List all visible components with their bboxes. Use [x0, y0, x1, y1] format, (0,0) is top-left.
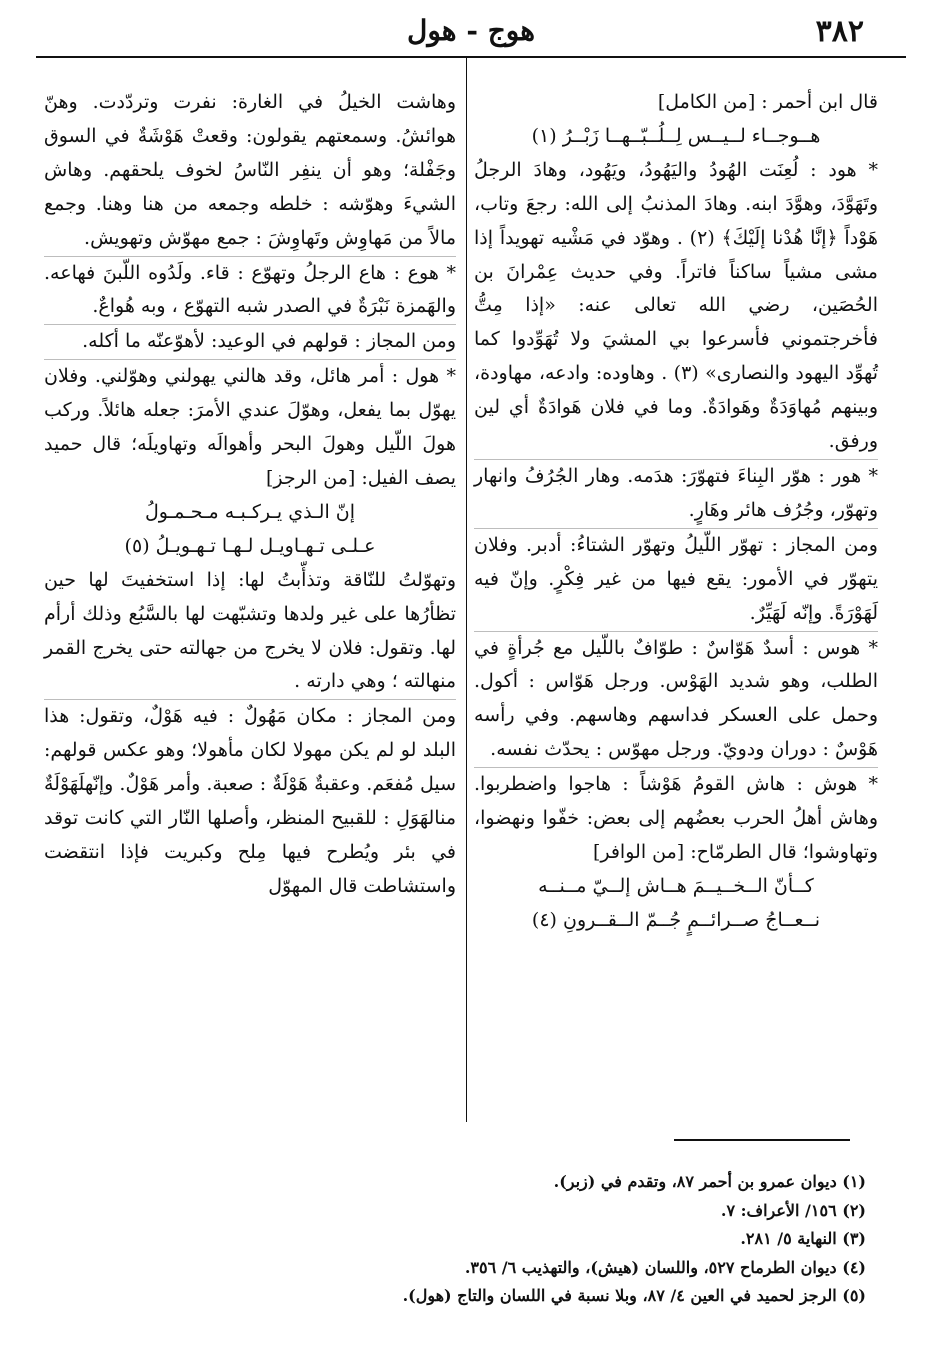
entry-hwa-majaz: ومن المجاز : قولهم في الوعيد: لأهوّعنّه ما أكله. [44, 324, 456, 359]
footnote: (٢) ١٥٦/ الأعراف: ٧. [720, 1200, 866, 1220]
verse-line: كــأنّ الــخــيــمَ هــاش إلــيّ مــنــه [538, 874, 814, 897]
footnote: (٥) الرجز لحميد في العين ٤/ ٨٧، وبلا نسبة في اللسان والتاج (هول). [402, 1286, 866, 1305]
left-column [44, 86, 456, 904]
verse-line: هــوجــاء لــيــس لِــلُــبّــهــا زَبْــرُ (١) [531, 124, 821, 147]
column-divider [466, 58, 467, 1122]
verse-line: نــعــاجُ صــرائــمٍ جُــمّ الــقــرونِ (٤) [531, 908, 821, 931]
footnote: (٣) النهاية ٥/ ٢٨١. [740, 1229, 866, 1248]
footnote: (١) ديوان عمرو بن أحمر ٨٧، وتقدم في (زبر). [553, 1172, 866, 1191]
entry-hwr: * هور : هوّر البِناءَ فتهوّرَ: هدَمه. وهار الجُرُفُ وانهار وتهوّر، وجُرُف هائر وهَارٍ. [474, 459, 878, 528]
page-header [36, 10, 906, 52]
entry-hwr-majaz: ومن المجاز : تهوّر اللّيلُ وتهوّر الشتاءُ: أدبر. وفلان يتهوّر في الأمور: يقع فيها من غير فِكْرٍ. وإنّ فيه لَهَوْرَةً. وإنّه لَهَيِّرٌ. [474, 528, 878, 631]
entry-hwl-majaz: ومن المجاز : مكان مَهُولٌ : فيه هَوْلٌ، وتقول: هذا البلد لو لم يكن مهولا لكان مأهولا؛ وهو عكس قولهم: سيل مُفعَم. وعقبةٌ هَوْلَةٌ : صعبة. وأمر هَوْلٌ. وإنّهلَهَوْلَةٌ منالهَوَلِ : للقبيح المنظر، وأصلها النّار التي كانت توقد في بئر ويُطرح فيها مِلح وكبريت فإذا انتقضت واستشاطت قال المهوّل [44, 699, 456, 903]
verse-line: إنّ الـذي يـركـبـه مـحـمـولُ [144, 500, 355, 523]
entry-hwl: * هول : أمر هائل، وقد هالني يهولني وهوّلني. وفلان يهوّل بما يفعل، وهوّلَ عندي الأمرَ: جعله هائلاً. وركب هولَ اللّيل وهولَ البحر وأهوالَه وتهاويلَه؛ قال حميد يصف الفيل: [من الرجز] [44, 359, 456, 496]
verse-line: عـلـى تـهـاويـل لـهـا تـهـويـلُ (٥) [124, 534, 376, 557]
entry-hwsh: * هوش : هاش القومُ هَوْشاً : هاجوا واضطربوا. وهاش أهلُ الحرب بعضُهم إلى بعض: خفّوا ونهضوا، وتهاوشوا؛ قال الطرمّاح: [من الوافر] [474, 767, 878, 870]
right-column [474, 86, 878, 938]
footnote: (٤) ديوان الطرماح ٥٢٧، واللسان (هيش)، والتهذيب ٦/ ٣٥٦. [464, 1257, 866, 1277]
entry-hws: * هوس : أسدٌ هَوّاسٌ : طوّافٌ باللّيل مع جُرأةٍ في الطلب، وهو شديد الهَوْس. ورجل هَوّاس : أكول. وحمل على العسكر فداسهم وهاسهم. وفي رأسه هَوْسٌ : دوران ودويّ. ورجل مهوّس : يحدّث نفسه. [474, 631, 878, 768]
entry-hwsh-cont: وهاشت الخيلُ في الغارة: نفرت وتردّدت. وهنّ هوائشُ. وسمعتهم يقولون: وقعتْ هَوْشَةٌ في السوق وجَفْلة؛ وهو أن ينفِر النّاسُ لخوف يلحقهم. وهاش الشيءَ وهوّشه : خلطه وجمعه من هنا وهنا. وجمع مالاً من مَهاوِش وتَهاوِشَ : جمع مهوّش وتهويش. [44, 91, 456, 249]
entry-hwl-cont: وتهوّلتُ للنّاقة وتذأّبتُ لها: إذا استخفيتَ لها حين تظأرُها على غير ولدها وتشبّهت لها بالسَّبُع وذلك أرأم لها. وتقول: فلان لا يخرج من جهالته حتى يخرج القمر منهالته ؛ وهي دارته . [44, 568, 456, 693]
page-number: ٣٨٢ [815, 14, 864, 49]
running-title: هوج - هول [407, 14, 535, 47]
entry-hwd: * هود : لُعِنَت الهُودُ واليَهُودُ، ويَهُود، وهادَ الرجلُ وتَهَوَّدَ، وهوَّدَ ابنه. وهادَ المذنبُ إلى الله: رجعَ وتاب، هَوْداً ﴿إنَّا هُدْنا إلَيْكَ﴾ (٢) . وهوّد في مَشْيه تهويداً إذا مشى مشياً ساكناً فاتراً. وفي حديث عِمْرانَ بن الحُصَين، رضي الله تعالى عنه: «إذا مِتُّ فأخرجتموني فأسرعوا بي المشيَ ولا تُهَوِّدوا كما تُهوِّد اليهود والنصارى» (٣) . وهاوده: وادعه، مهاودة، وبينهم مُهاوَدَةٌ وهَوادَةٌ. وما في فلان هَوادَةٌ أي لين ورفق. [474, 158, 878, 453]
entry-hwa: * هوع : هاع الرجلُ وتهوّع : قاء. ولَدُوه اللّبنَ فهاعه. والهَمزة نَبْرَةٌ في الصدر شبه التهوّع ، وبه هُواعٌ. [44, 256, 456, 325]
header-divider [36, 56, 906, 58]
footnotes [46, 1168, 866, 1311]
footnote-divider [674, 1139, 850, 1141]
entry-intro: قال ابن أحمر : [من الكامل] [657, 91, 878, 113]
